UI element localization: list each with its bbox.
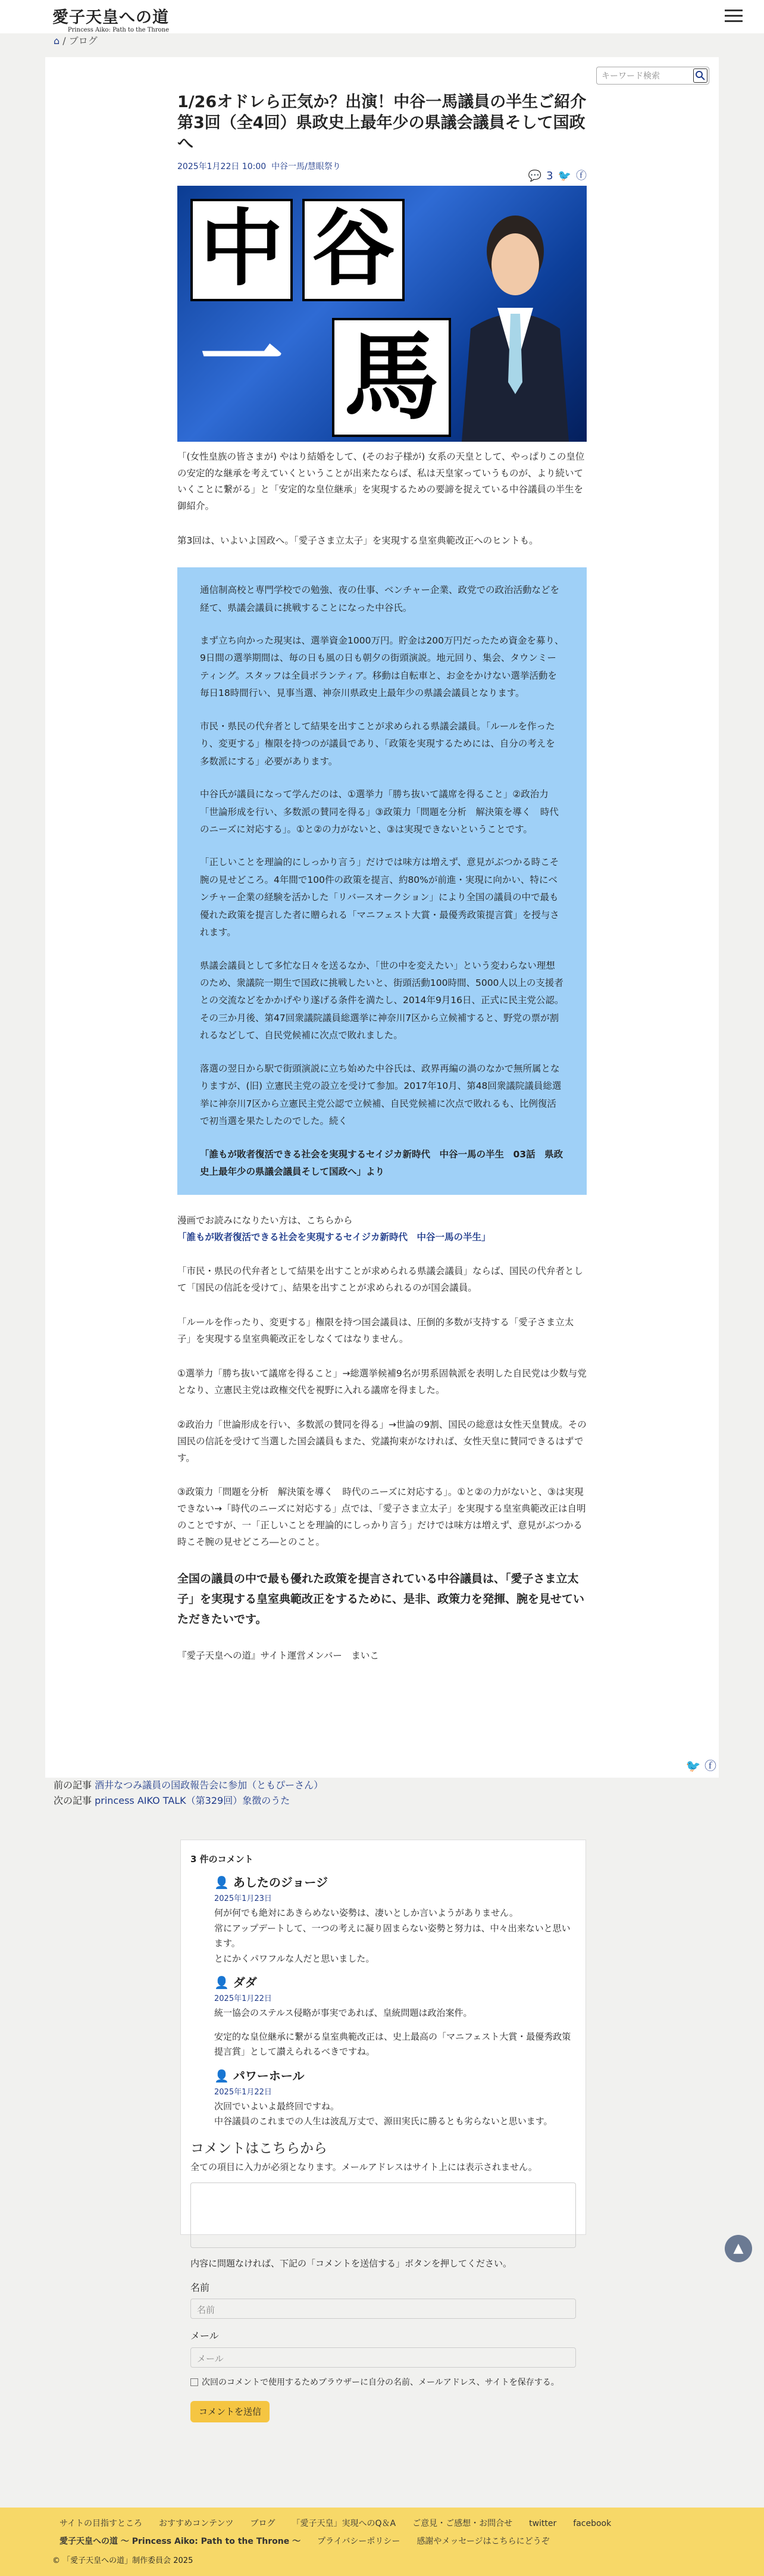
search-icon[interactable] — [693, 68, 707, 83]
search-input[interactable]: キーワード検索 — [596, 67, 709, 85]
footer-link[interactable]: 「愛子天皇」実現へのQ＆A — [292, 2519, 396, 2528]
article — [177, 92, 587, 1664]
bottom-share-icons — [686, 1756, 716, 1775]
portrait-image — [456, 210, 575, 442]
email-label: メール — [190, 2330, 219, 2342]
hero-image — [177, 186, 587, 442]
hero-char-1: 中 — [190, 199, 293, 301]
summary-paragraph: 通信制高校と専門学校での勉強、夜の仕事、ベンチャー企業、政党での政治活動などを経て、県議会議員に挑戦することになった中谷氏。 — [200, 585, 560, 613]
signature: 『愛子天皇への道』サイト運営メンバー まいこ — [177, 1650, 379, 1661]
save-info: 次回のコメントで使用するためブラウザーに自分の名前、メールアドレス、サイトを保存する。 — [190, 2376, 576, 2389]
footer-links — [60, 2517, 611, 2530]
email-input[interactable]: メール — [190, 2347, 576, 2368]
comment-date[interactable]: 2025年1月23日 — [214, 1894, 272, 1903]
prev-post-link[interactable]: 酒井なつみ議員の国政報告会に参加（ともぴーさん） — [95, 1779, 324, 1791]
body-paragraph-2: 「ルールを作ったり、変更する」権限を持つ国会議員は、圧倒的多数が支持する「愛子さま立太子」を実現する皇室典範改正をしなくてはなりません。 — [177, 1317, 574, 1345]
comment-item: 👤 ダダ 2025年1月22日 統一協会のステルス侵略が事実であれば、皇統問題は政治案件。 安定的な皇位継承に繋がる皇室典範改正は、史上最高の「マニフェスト大賞・最優秀政策提言賞」として讃えられるべきですね。 — [214, 1972, 576, 2060]
body-paragraph-3: ①選挙力「勝ち抜いて議席を得ること」→総選挙候補9名が男系固執派を表明した自民党は少数与党となり、立憲民主党は政権交代を視野に入れる議席を得ました。 — [177, 1368, 587, 1395]
article-title: 1/26オドレら正気か？出演！中谷一馬議員の半生ご紹介第3回（全4回）県政史上最年少の県議会議員そして国政へ — [177, 93, 587, 154]
summary-paragraph: 県議会議員として多忙な日々を送るなか、「世の中を変えたい」という変わらない理想のため、衆議院一期生で国政に挑戦したいと、街頭活動100時間、5000人以上の支援者との交流などをかかげやり遂げる条件を満たし、2014年9月16日、正式に民主党公認。その三か月後、第47回衆議院議員総選挙に神奈川7区から立候補すると、野党の票が割れるなどして、自民党候補に次点で敗れました。 — [200, 960, 564, 1041]
site-logo[interactable] — [52, 5, 169, 35]
footer — [0, 2508, 764, 2576]
menu-icon[interactable] — [725, 10, 743, 23]
copyright: © 「愛子天皇への道」制作委員会 2025 — [52, 2556, 193, 2565]
comment-form — [190, 2138, 576, 2422]
user-icon: 👤 — [214, 1975, 229, 1990]
footer-link[interactable]: 感謝やメッセージはこちらにどうぞ — [417, 2537, 550, 2546]
article-meta — [177, 160, 587, 173]
body-paragraph-6: 全国の議員の中で最も優れた政策を提言されている中谷議員は、「愛子さま立太子」を実現する皇室典範改正をするために、是非、政策力を発揮、腕を見せていただきたいです。 — [177, 1572, 585, 1626]
twitter-icon[interactable]: 🐦 — [685, 1759, 701, 1773]
manga-intro: 漫画でお読みになりたい方は、こちらから — [177, 1215, 353, 1226]
arrow-up-icon: ▲ — [733, 2241, 744, 2256]
site-title: 愛子天皇への道 — [52, 8, 169, 27]
comment-textarea[interactable] — [190, 2182, 576, 2248]
comments-heading: 3 件のコメント — [190, 1854, 253, 1865]
summary-paragraph: まず立ち向かった現実は、選挙資金1000万円。貯金は200万円だったため資金を募り、9日間の選挙期間は、毎の日も風の日も朝夕の街頭演説。地元回り、集会、タウンミーティング。スタッフは全員ボランティア。移動は自転車と、お金をかけない選挙活動を毎日18時間行い、見事当選、神奈川県政史上最年少の県議会議員となります。 — [200, 635, 564, 699]
footer-link[interactable]: ご意見・ご感想・お問合せ — [412, 2519, 513, 2528]
body-paragraph-4: ②政治力「世論形成を行い、多数派の賛同を得る」→世論の9割、国民の総意は女性天皇賛成。その国民の信託を受けて当選した国会議員もまた、党議拘束がなければ、女性天皇に賛同できるはずです。 — [177, 1419, 587, 1463]
comment-count[interactable]: 3 — [546, 170, 553, 182]
comment-author: 👤 ダダ — [214, 1975, 257, 1990]
top-bar — [0, 0, 764, 33]
comments-icon[interactable]: 💬 — [528, 170, 542, 182]
comment-item: 👤 あしたのジョージ 2025年1月23日 何が何でも絶対にあきらめない姿勢は、凄いとしか言いようがありません。 常にアップデートして、一つの考えに凝り固まらない姿勢と努力は、中々出来ないと思います。 とにかくパワフルな人だと思いました。 — [214, 1872, 576, 1966]
user-icon: 👤 — [214, 1875, 229, 1890]
hero-char-3: 一 — [199, 310, 283, 408]
user-icon: 👤 — [214, 2068, 229, 2083]
footer-link[interactable]: ブログ — [250, 2519, 275, 2528]
next-post-link[interactable]: princess AIKO TALK（第329回）象徴のうた — [95, 1794, 290, 1806]
summary-paragraph: 中谷氏が議員になって学んだのは、①選挙力「勝ち抜いて議席を得ること」②政治力「世論形成を行い、多数派の賛同を得る」③政策力「問題を分析 解決策を導く 時代のニーズに対応する」。①と②の力がないと、③は実現できないということです。 — [200, 789, 559, 835]
name-input[interactable]: 名前 — [190, 2299, 576, 2319]
footer-link[interactable]: おすすめコンテンツ — [159, 2519, 234, 2528]
comment-item: 👤 パワーホール 2025年1月22日 次回でいよいよ最終回ですね。 中谷議員のこれまでの人生は波乱万丈で、源田実氏に勝るとも劣らないと思います。 — [214, 2066, 576, 2130]
summary-paragraph: 落選の翌日から駅で街頭演説に立ち始めた中谷氏は、政界再編の渦のなかで無所属となりますが、(旧) 立憲民主党の設立を受けて参加。2017年10月、第48回衆議院議員総選挙に神奈川7区から立憲民主党公認で立候補、自民党候補に次点で敗れるも、比例復活で初当選を果たしたのでした。続く — [200, 1063, 562, 1127]
post-navigation: 前の記事 酒井なつみ議員の国政報告会に参加（ともぴーさん） 次の記事 princess AIKO TALK（第329回）象徴のうた — [54, 1779, 324, 1806]
body-paragraph-1: 「市民・県民の代弁者として結果を出すことが求められる県議会議員」ならば、国民の代弁者として「国民の信託を受けて」、結果を出すことが求められるのが国会議員。 — [177, 1266, 584, 1294]
intro-paragraph: 第3回は、いよいよ国政へ。「愛子さま立太子」を実現する皇室典範改正へのヒントも。 — [177, 535, 538, 547]
footer-link[interactable]: プライバシーポリシー — [317, 2537, 400, 2546]
site-subtitle: Princess Aiko: Path to the Throne — [67, 27, 169, 34]
confirm-note: 内容に問題なければ、下記の「コメントを送信する」ボタンを押してください。 — [190, 2257, 512, 2269]
main-content — [45, 57, 719, 1778]
summary-source: 「誰もが敗者復活できる社会を実現するセイジカ新時代 中谷一馬の半生 03話 県政史上最年少の県議会議員そして国政へ」より — [200, 1148, 563, 1177]
breadcrumb-current[interactable]: ブログ — [68, 35, 98, 46]
comment-form-note: 全ての項目に入力が必須となります。メールアドレスはサイト上には表示されません。 — [190, 2161, 537, 2172]
facebook-icon[interactable]: ⓕ — [704, 1759, 716, 1773]
footer-link[interactable]: 愛子天皇への道 ～ Princess Aiko: Path to the Throne ～ — [60, 2537, 301, 2546]
summary-paragraph: 市民・県民の代弁者として結果を出すことが求められる県議会議員。「ルールを作ったり、変更する」権限を持つのが議員であり、「政策を実現するためには、自分の考えを多数派にする」必要があります。 — [200, 720, 555, 767]
lead-paragraph: 「(女性皇族の皆さまが) やはり結婚をして、(そのお子様が) 女系の天皇として、やっぱりこの皇位の安定的な継承を考えていくということが出来たならば、私は天皇家っていうものが、より続いていくことに繋がる」と「安定的な皇位継承」を実現するための要諦を捉えている中谷議員の半生を御紹介。 — [177, 451, 585, 512]
scroll-top-button[interactable] — [725, 2235, 752, 2262]
comment-date[interactable]: 2025年1月22日 — [214, 1994, 272, 2004]
article-category[interactable]: 中谷一馬/慧眼祭り — [271, 162, 341, 172]
manga-link[interactable]: 「誰もが敗者復活できる社会を実現するセイジカ新時代 中谷一馬の半生」 — [177, 1232, 491, 1243]
save-checkbox[interactable] — [190, 2378, 198, 2386]
twitter-link[interactable]: twitter — [529, 2519, 557, 2528]
summary-paragraph: 「正しいことを理論的にしっかり言う」だけでは味方は増えず、意見がぶつかる時こそ腕の見せどころ。4年間で100件の政策を提言、約80%が前進・実現に向かい、特にベンチャー企業の経験を活かした「リバースオークション」により全国の議員の中で最も優れた政策を提言した者に贈られる「マニフェスト大賞・最優秀政策提言賞」を授与されます。 — [200, 857, 559, 938]
comment-date[interactable]: 2025年1月22日 — [214, 2087, 272, 2097]
comment-author: 👤 あしたのジョージ — [214, 1875, 328, 1890]
twitter-icon[interactable]: 🐦 — [558, 170, 571, 182]
share-icons — [528, 168, 587, 185]
footer-link[interactable]: サイトの目指すところ — [60, 2519, 143, 2528]
name-label: 名前 — [190, 2281, 210, 2293]
facebook-link[interactable]: facebook — [573, 2519, 612, 2528]
comment-form-title: コメントはこちらから — [190, 2140, 327, 2156]
hero-char-4: 馬 — [332, 318, 451, 437]
body-paragraph-5: ③政策力「問題を分析 解決策を導く 時代のニーズに対応する」。①と②の力がないと、③は実現できない→「時代のニーズに対応する」点では、「愛子さま立太子」を実現する皇室典範改正は自明のことですが、一「正しいことを理論的にしっかり言う」だけでは味方は増えず、意見がぶつかる時こそ腕の見せどころ―とのこと。 — [177, 1487, 586, 1548]
comments-section — [180, 1840, 586, 2418]
article-date: 2025年1月22日 10:00 — [177, 162, 267, 172]
submit-comment-button[interactable]: コメントを送信 — [190, 2401, 270, 2422]
hero-char-2: 谷 — [302, 199, 405, 301]
footer-links-2 — [60, 2535, 550, 2548]
home-icon[interactable]: ⌂ — [54, 35, 60, 46]
facebook-icon[interactable]: ⓕ — [576, 170, 587, 182]
breadcrumb: ⌂ / ブログ — [54, 35, 98, 46]
summary-box — [177, 567, 587, 1195]
comment-author: 👤 パワーホール — [214, 2068, 305, 2083]
